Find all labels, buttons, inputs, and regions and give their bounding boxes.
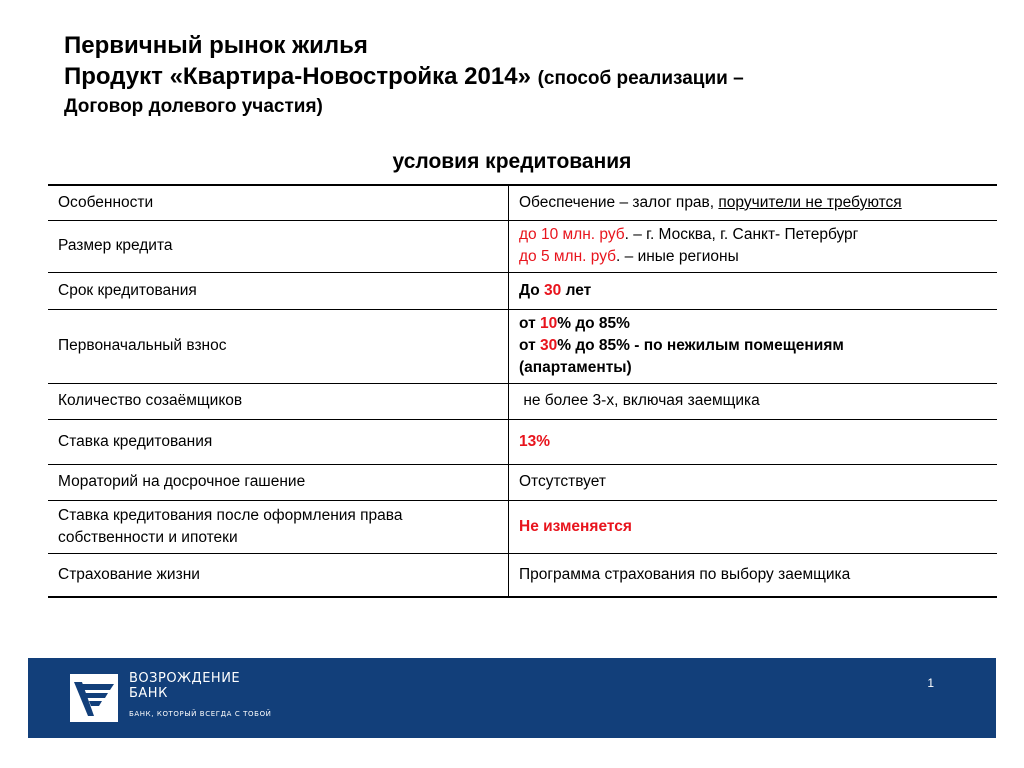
down-1-percent: 10 [539, 315, 558, 332]
row-label: Ставка кредитования [48, 419, 509, 464]
bank-slogan: БАНК, КОТОРЫЙ ВСЕГДА С ТОБОЙ [129, 710, 272, 718]
row-label: Особенности [48, 185, 509, 220]
table-row [48, 500, 997, 553]
row-value [509, 309, 998, 383]
loan-size-other-region: . – иные регионы [616, 248, 739, 265]
bank-name-line-1: ВОЗРОЖДЕНИЕ [129, 671, 241, 686]
term-prefix: До [519, 281, 545, 299]
section-title: условия кредитования [392, 150, 632, 173]
coborrowers-value: не более 3-х, включая заемщика [523, 392, 760, 409]
down-2-suffix: % до 85% - по нежилым помещениям [557, 337, 844, 354]
title-line-2 [64, 61, 964, 94]
loan-size-line-2 [519, 246, 987, 268]
title-method: (способ реализации – [537, 68, 744, 89]
table-row [48, 185, 997, 220]
features-underlined: поручители не требуются [718, 193, 902, 211]
rate-value: 13% [509, 419, 998, 464]
row-value [509, 272, 998, 309]
down-2-prefix: от [519, 337, 540, 354]
row-label: Ставка кредитования после оформления права собственности и ипотеки [48, 500, 509, 553]
loan-size-other-amount: до 5 млн. руб [519, 248, 617, 265]
term-suffix: лет [561, 281, 592, 299]
down-line-3: (апартаменты) [519, 359, 632, 376]
down-line-2 [519, 335, 987, 357]
row-label: Страхование жизни [48, 553, 509, 597]
title-line-1: Первичный рынок жилья [64, 32, 368, 59]
down-2-percent: 30 [539, 337, 558, 354]
page-number: 1 [927, 676, 934, 690]
row-value: Отсутствует [509, 464, 998, 500]
rate-after-value: Не изменяется [509, 500, 998, 553]
row-label: Первоначальный взнос [48, 309, 509, 383]
bank-brand [129, 671, 272, 718]
term-years: 30 [544, 281, 562, 299]
table-row [48, 220, 997, 272]
row-label: Мораторий на досрочное гашение [48, 464, 509, 500]
row-value [509, 220, 998, 272]
table-row [48, 464, 997, 500]
bank-name-line-2: БАНК [129, 686, 168, 701]
table-row [48, 553, 997, 597]
bank-logo-mark [70, 674, 118, 722]
table-row [48, 309, 997, 383]
row-label: Размер кредита [48, 220, 509, 272]
row-value [509, 383, 998, 419]
table-row [48, 419, 997, 464]
down-1-suffix: % до 85% [557, 315, 630, 332]
footer-bar [28, 658, 996, 738]
table-row [48, 383, 997, 419]
bank-logo-icon [70, 674, 118, 722]
row-label: Срок кредитования [48, 272, 509, 309]
row-value: Программа страхования по выбору заемщика [509, 553, 998, 597]
title-line-3: Договор долевого участия) [64, 96, 323, 117]
loan-size-moscow-region: . – г. Москва, г. Санкт- Петербург [624, 226, 859, 243]
row-label: Количество созаёмщиков [48, 383, 509, 419]
credit-terms-table [48, 184, 997, 598]
features-text: Обеспечение – залог прав, [519, 193, 719, 211]
row-value [509, 185, 998, 220]
slide-title [64, 30, 964, 120]
loan-size-line-1 [519, 224, 987, 246]
table-row [48, 272, 997, 309]
title-product: Продукт «Квартира-Новостройка 2014» [64, 63, 531, 90]
loan-size-moscow-amount: до 10 млн. руб [519, 226, 625, 243]
down-line-1 [519, 313, 987, 335]
down-1-prefix: от [519, 315, 540, 332]
